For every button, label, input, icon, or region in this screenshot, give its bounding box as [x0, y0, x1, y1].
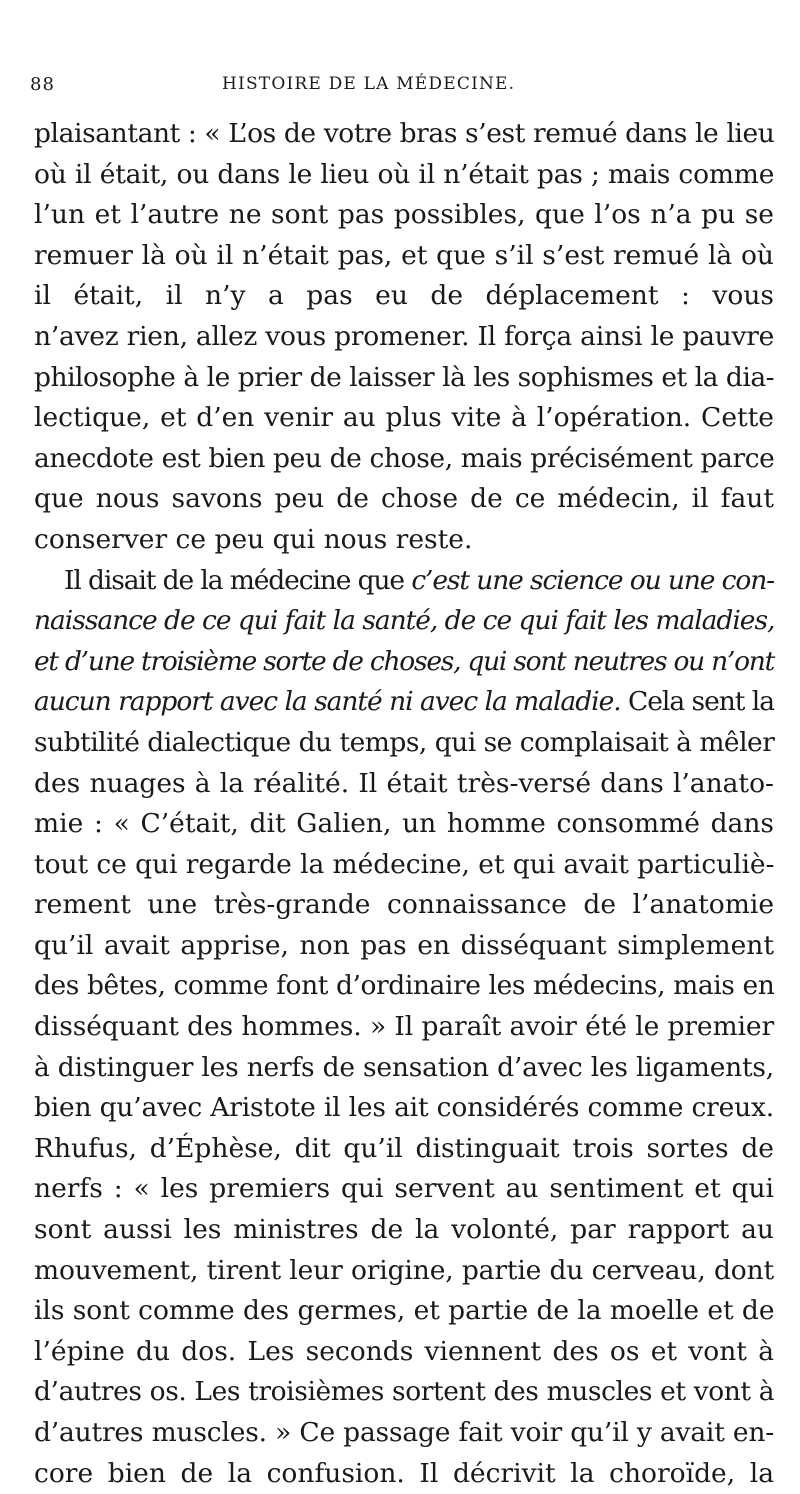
text-line: remuer là où il n’était pas, et que s’il s’est remué là où	[34, 239, 774, 271]
text-line: Rhufus, d’Éphèse, dit qu’il distinguait trois sortes de	[34, 1132, 774, 1164]
text-line: il était, il n’y a pas eu de déplacement : vous	[34, 280, 774, 312]
running-head	[30, 72, 774, 100]
text-line: que nous savons peu de chose de ce médecin, il faut	[34, 483, 774, 515]
body-text	[34, 114, 774, 1494]
text-line: conserver ce peu qui nous reste.	[34, 523, 473, 555]
text-line: qu’il avait apprise, non pas en disséquant simplement	[34, 929, 774, 961]
roman-text: Cela sent la	[620, 686, 774, 718]
text-line: mie : « C’était, dit Galien, un homme consommé dans	[34, 808, 774, 840]
text-line: subtilité dialectique du temps, qui se complaisait à mêler	[34, 726, 775, 758]
text-line: d’autres os. Les troisièmes sortent des muscles et vont à	[34, 1376, 775, 1408]
text-line: tout ce qui regarde la médecine, et qui avait particuliè-	[34, 848, 775, 880]
text-line	[34, 682, 774, 723]
text-line: ils sont comme des germes, et partie de la moelle et de	[34, 1295, 775, 1327]
roman-text: Il disait de la médecine que	[64, 564, 412, 596]
text-line: mouvement, tirent leur origine, partie du cerveau, dont	[34, 1254, 774, 1286]
text-line: philosophe à le prier de laisser là les sophismes et la dia-	[34, 361, 775, 393]
book-page	[30, 72, 775, 1494]
text-line: disséquant des hommes. » Il paraît avoir été le premier	[34, 1011, 774, 1043]
text-line: lectique, et d’en venir au plus vite à l’opération. Cette	[34, 402, 774, 434]
italic-quote: aucun rapport avec la santé ni avec la maladie.	[34, 686, 621, 718]
running-title: HISTOIRE DE LA MÉDECINE.	[222, 74, 516, 94]
text-line: des nuages à la réalité. Il était très-versé dans l’anato-	[34, 767, 774, 799]
italic-quote: naissance de ce qui fait la santé, de ce qui fait les maladies,	[34, 605, 775, 637]
italic-quote: et d’une troisième sorte de choses, qui sont neutres ou n’ont	[34, 645, 774, 677]
page-number: 88	[30, 74, 55, 95]
text-line: où il était, ou dans le lieu où il n’était pas ; mais comme	[34, 158, 775, 190]
text-line: à distinguer les nerfs de sensation d’avec les ligaments,	[34, 1051, 774, 1083]
text-line	[34, 561, 774, 602]
text-line: rement une très-grande connaissance de l’anatomie	[34, 889, 774, 921]
text-line: nerfs : « les premiers qui servent au sentiment et qui	[34, 1173, 774, 1205]
text-line: sont aussi les ministres de la volonté, par rapport au	[34, 1214, 774, 1246]
paragraph-1	[34, 114, 774, 561]
text-line: n’avez rien, allez vous promener. Il força ainsi le pauvre	[34, 320, 775, 352]
paragraph-2	[34, 561, 774, 1494]
text-line: des bêtes, comme font d’ordinaire les médecins, mais en	[34, 970, 775, 1002]
text-line	[34, 601, 774, 642]
text-line: l’un et l’autre ne sont pas possibles, que l’os n’a pu se	[34, 199, 774, 231]
text-line: plaisantant : « L’os de votre bras s’est remué dans le lieu	[34, 118, 775, 149]
text-line: bien qu’avec Aristote il les ait considérés comme creux.	[34, 1092, 774, 1124]
text-line: anecdote est bien peu de chose, mais précisément parce	[34, 442, 775, 474]
text-line	[34, 642, 774, 683]
italic-quote: c’est une science ou une con-	[411, 564, 774, 596]
text-line: core bien de la confusion. Il décrivit la choroïde, la	[34, 1457, 774, 1489]
text-line: d’autres muscles. » Ce passage fait voir qu’il y avait en-	[34, 1417, 775, 1448]
text-line: l’épine du dos. Les seconds viennent des os et vont à	[34, 1335, 774, 1367]
